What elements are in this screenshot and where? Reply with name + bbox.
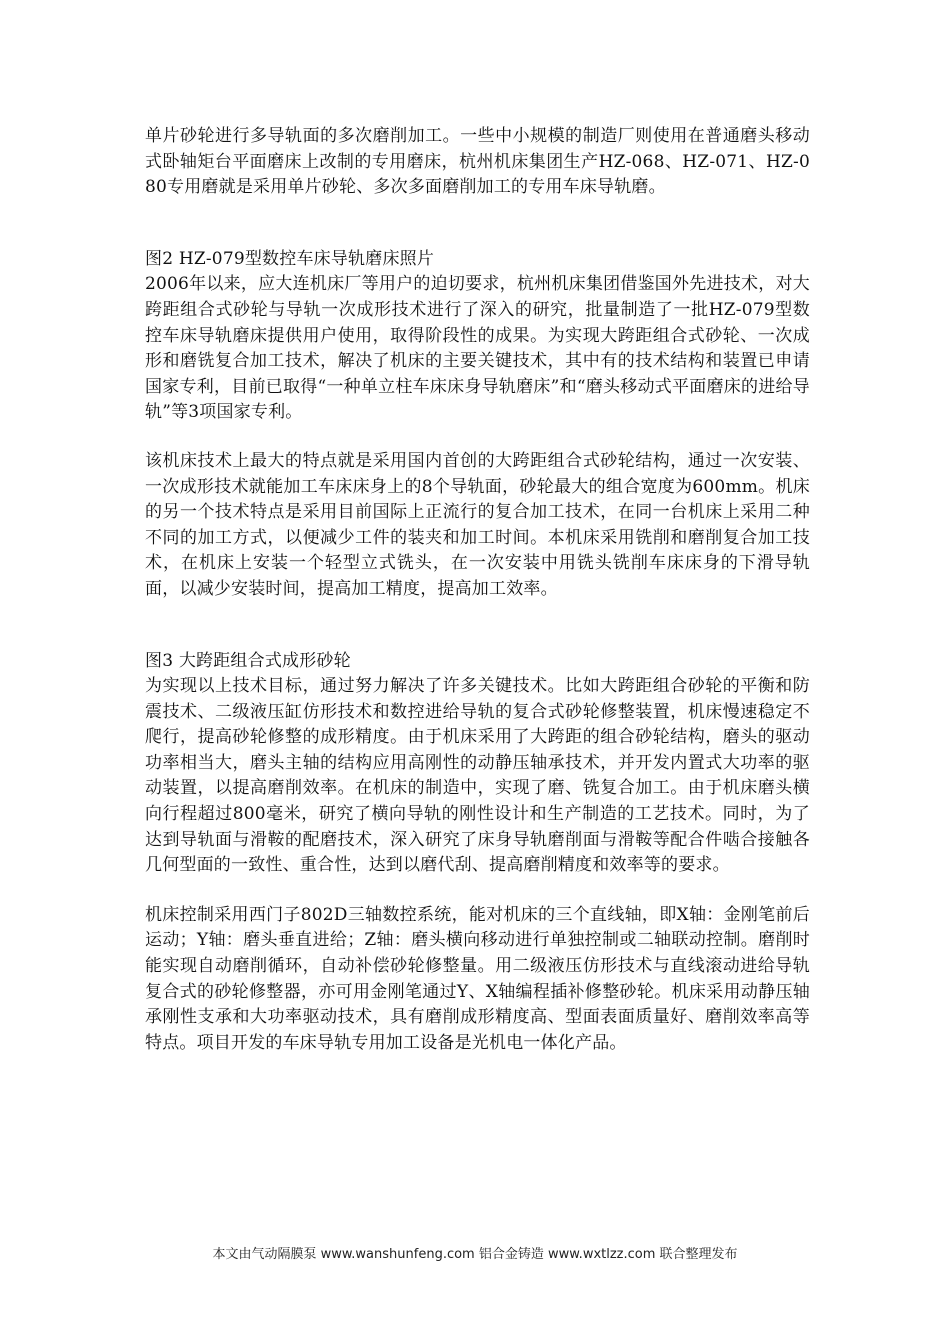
paragraph-cnc-control: 机床控制采用西门子802D三轴数控系统，能对机床的三个直线轴，即X轴：金刚笔前后运动；Y轴：磨头垂直进给；Z轴：磨头横向移动进行单独控制或二轴联动控制。磨削时能实现自动磨削循环，自动补偿砂轮修整量。用二级液压仿形技术与直线滚动进给导轨复合式的砂轮修整器，亦可用金刚笔通过Y、X轴编程插补修整砂轮。机床采用动静压轴承刚性支承和大功率驱动技术，具有磨削成形精度高、型面表面质量好、磨削效率高等特点。项目开发的车床导轨专用加工设备是光机电一体化产品。 xyxy=(145,904,810,1053)
figure-2-caption: 图2 HZ-079型数控车床导轨磨床照片 xyxy=(145,248,435,269)
paragraph-key-technologies: 为实现以上技术目标，通过努力解决了许多关键技术。比如大跨距组合砂轮的平衡和防震技术、二级液压缸仿形技术和数控进给导轨的复合式砂轮修整装置，机床慢速稳定不爬行，提高砂轮修整的成形精度。由于机床采用了大跨距的组合砂轮结构，磨头的驱动功率相当大，磨头主轴的结构应用高刚性的动静压轴承技术，并开发内置式大功率的驱动装置，以提高磨削效率。在机床的制造中，实现了磨、铣复合加工。由于机床磨头横向行程超过800毫米，研究了横向导轨的刚性设计和生产制造的工艺技术。同时，为了达到导轨面与滑鞍的配磨技术，深入研究了床身导轨磨削面与滑鞍等配合件啮合接触各几何型面的一致性、重合性，达到以磨代刮、提高磨削精度和效率等的要求。 xyxy=(145,676,810,876)
page-footer: 本文由气动隔膜泵 www.wanshunfeng.com 铝合金铸造 www.wxtlzz.com 联合整理发布 xyxy=(212,1247,738,1262)
paragraph-grinding-methods: 单片砂轮进行多导轨面的多次磨削加工。一些中小规模的制造厂则使用在普通磨头移动式卧轴矩台平面磨床上改制的专用磨床，杭州机床集团生产HZ-068、HZ-071、HZ-080专用磨就是采用单片砂轮、多次多面磨削加工的专用车床导轨磨。 xyxy=(145,126,810,198)
document-body xyxy=(145,124,810,1056)
paragraph-development-history: 2006年以来，应大连机床厂等用户的迫切要求，杭州机床集团借鉴国外先进技术，对大跨距组合式砂轮与导轨一次成形技术进行了深入的研究，批量制造了一批HZ-079型数控车床导轨磨床提供用户使用，取得阶段性的成果。为实现大跨距组合式砂轮、一次成形和磨铣复合加工技术，解决了机床的主要关键技术，其中有的技术结构和装置已申请国家专利，目前已取得“一种单立柱车床床身导轨磨床”和“磨头移动式平面磨床的进给导轨”等3项国家专利。 xyxy=(145,274,810,423)
paragraph-technical-features: 该机床技术上最大的特点就是采用国内首创的大跨距组合式砂轮结构，通过一次安装、一次成形技术就能加工车床床身上的8个导轨面，砂轮最大的组合宽度为600mm。机床的另一个技术特点是采用目前国际上正流行的复合加工技术，在同一台机床上采用二种不同的加工方式，以便减少工件的装夹和加工时间。本机床采用铣削和磨削复合加工技术，在机床上安装一个轻型立式铣头，在一次安装中用铣头铣削车床床身的下滑导轨面，以减少安装时间，提高加工精度，提高加工效率。 xyxy=(145,450,810,599)
figure-3-caption: 图3 大跨距组合式成形砂轮 xyxy=(145,650,351,671)
